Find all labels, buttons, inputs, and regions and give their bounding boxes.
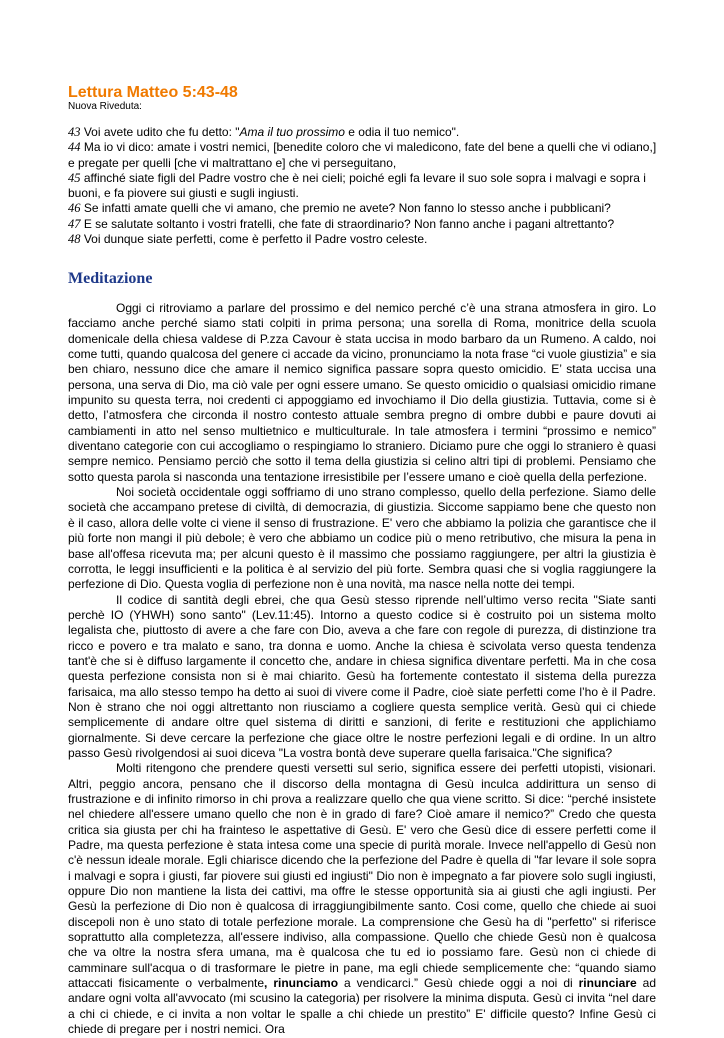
meditation-paragraph bbox=[68, 593, 656, 762]
meditation-heading: Meditazione bbox=[68, 270, 153, 287]
verse bbox=[68, 125, 660, 140]
verse bbox=[68, 232, 660, 247]
verse bbox=[68, 140, 660, 171]
text-run: Oggi ci ritroviamo a parlare del prossimo e del nemico perché c’è una strana atmosfera in giro. Lo facciamo anche perché siamo stati colpiti in prima persona; una sorella di Roma, monitrice della scuola domenicale della chiesa valdese di P.zza Cavour è stata uccisa in modo barbaro da un Rumeno. A caldo, noi come tutti, quando qualcosa del genere ci accade da vicino, pronunciamo la nota frase “ci vuole giustizia” e sia ben chiaro, nessuno dice che amare il nemico significa passare sopra questo omicidio. E’ stata uccisa una persona, una serva di Dio, ma ciò vale per ogni essere umano. Se questo omicidio o qualsiasi omicidio rimane impunito su questa terra, noi credenti ci appoggiamo ed invochiamo il Dio della giustizia. Tuttavia, come si è detto, l’atmosfera che circonda il nostro contesto attuale sembra pregno di ombre dubbi e paure dovuti ai cambiamenti in atto nel senso multietnico e multiculturale. In tale atmosfera i termini “prossimo e nemico” diventano categorie con cui accogliamo o respingiamo lo straniero. Diciamo pure che oggi lo straniero è quasi sempre nemico. Pensiamo perciò che sotto il tema della giustizia si celino altri tipi di problemi. Pensiamo che sotto questa parola si nasconda una tentazione irresistibile per l’essere umano e cioè quella della perfezione. bbox=[68, 301, 656, 484]
text-run: Il codice di santità degli ebrei, che qua Gesù stesso riprende nell’ultimo verso recita "Siate santi perchè IO (YHWH) sono santo" (Lev.11:45). Intorno a questo codice si è costruito poi un sistema molto legalista che, piuttosto di avere a che fare con Dio, aveva a che fare con regole di purezza, di distinzione tra ricco e povero e tra malato e sano, tra donna e uomo. Anche la chiesa è scivolata verso questa tendenza tant'è che si è diffuso largamente il concetto che, andare in chiesa significa diventare perfetti. Ma in che cosa questa perfezione consista non si è mai chiarito. Gesù ha fortemente contestato il sistema della purezza farisaica, ma allo stesso tempo ha detto ai suoi di vivere come il Padre, cioè siate perfetti come l’ho è il Padre. Non è strano che noi oggi altrettanto non riusciamo a cogliere questa semplice verità. Gesù qui ci chiede semplicemente di andare oltre quel sistema di diritti e sanzioni, di ferite e restituzioni che applichiamo giornalmente. Si deve cercare la perfezione che giace oltre le nostre perfezioni legali e di ordine. In un altro passo Gesù rivolgendosi ai suoi diceva "La vostra bontà deve superare quella farisaica."Che significa? bbox=[68, 592, 656, 760]
text-run: E se salutate soltanto i vostri fratelli, che fate di straordinario? Non fanno anche i pagani altrettanto? bbox=[80, 216, 615, 231]
text-run: Noi società occidentale oggi soffriamo di uno strano complesso, quello della perfezione. Siamo delle società che accampano pretese di civiltà, di democrazia, di giustizia. Siccome sappiamo bene che questo non è il caso, allora delle volte ci viene il senso di frustrazione. E' vero che abbiamo la polizia che garantisce che il più forte non mangi il più debole; è vero che abbiamo un codice più o meno retributivo, che misura la pena in base all'offesa ricevuta ma; per alcuni questo è il massimo che possiamo raggiungere, per altri la giustizia è corrotta, le leggi insufficienti e la politica è al servizio del più forte. Sembra quasi che si voglia raggiungere la perfezione di Dio. Questa voglia di perfezione non è una novità, ma nasce nella notte dei tempi. bbox=[68, 485, 656, 592]
reading-title: Lettura Matteo 5:43-48 bbox=[68, 84, 238, 101]
verse bbox=[68, 217, 660, 232]
verse-number: 45 bbox=[68, 170, 81, 185]
verse bbox=[68, 201, 660, 216]
text-run: e odia il tuo nemico". bbox=[344, 125, 460, 139]
verse-number: 48 bbox=[68, 232, 81, 247]
meditation-paragraph bbox=[68, 485, 656, 592]
verse bbox=[68, 171, 660, 202]
text-run: Se infatti amate quelli che vi amano, che premio ne avete? Non fanno lo stesso anche i pubblicani? bbox=[80, 201, 611, 216]
text-run: Molti ritengono che prendere questi versetti sul serio, significa essere dei perfetti utopisti, visionari. Altri, peggio ancora, pensano che il discorso della montagna di Gesù inculca addirittura un senso di frustrazione e di infinito rimorso in chi prova a realizzare quello che qua viene scritto. Si dice: “perché insistete nel chiedere all'essere umano quello che non è in grado di fare? Cioè amare il nemico?” Credo che questa critica sia giusta per chi ha frainteso le aspettative di Gesù. E' vero che Gesù dice di essere perfetti come il Padre, ma questa perfezione è stata intesa come una specie di purità morale. Invece nell'appello di Gesù non c'è nessun ideale morale. Egli chiarisce dicendo che la perfezione del Padre è quella di "far levare il sole sopra i malvagi e sopra i giusti, far piovere sui giusti ed ingiusti" Dio non è impegnato a far piovere solo sugli ingiusti, oppure Dio non mantiene la lista dei cattivi, ma offre le stesse opportunità sia ai giusti che agli ingiusti. Per Gesù la perfezione di Dio non è qualcosa di irraggiungibilmente santo. Cosi come, quello che chiede ai suoi discepoli non è uno stato di totale perfezione morale. La comprensione che Gesù ha di "perfetto" si riferisce soprattutto alla completezza, all'essere indiviso, alla compassione. Quello che chiede Gesù non è qualcosa che va oltre la nostra sfera umana, ma è qualcosa che tu ed io possiamo fare. Gesù non ci chiede di camminare sull'acqua o di trasformare le pietre in pane, ma egli chiede semplicemente che: “quando siamo attaccati fisicamente o verbalmente bbox=[68, 761, 656, 991]
verse-number: 44 bbox=[68, 140, 81, 155]
meditation-paragraph bbox=[68, 301, 656, 485]
text-run: a vendicarci.” Gesù chiede oggi a noi di bbox=[338, 976, 579, 991]
bible-version-label: Nuova Riveduta: bbox=[68, 101, 142, 112]
text-run: Voi avete udito che fu detto: " bbox=[80, 125, 240, 139]
meditation-body bbox=[68, 301, 656, 1038]
text-run: Ma io vi dico: amate i vostri nemici, [benedite coloro che vi maledicono, fate del bene a quelli che vi odiano,] e pregate per quelli [che vi maltrattano e] che vi perseguitano, bbox=[68, 140, 657, 170]
verse-number: 46 bbox=[68, 201, 81, 216]
emphasized-text: rinunciare bbox=[578, 976, 637, 991]
quoted-text: Ama il tuo prossimo bbox=[239, 125, 345, 139]
text-run: affinché siate figli del Padre vostro che è nei cieli; poiché egli fa levare il suo sole sopra i malvagi e sopra i buoni, e fa piovere sui giusti e sugli ingiusti. bbox=[68, 170, 646, 201]
verse-number: 47 bbox=[68, 216, 81, 231]
scripture-passage bbox=[68, 125, 660, 247]
text-run: Voi dunque siate perfetti, come è perfetto il Padre vostro celeste. bbox=[80, 232, 428, 247]
text-run: ad andare ogni volta all'avvocato (mi scusino la categoria) per risolvere la minima disputa. Gesù ci invita “nel dare a chi ci chiede, e ci invita a non voltar le spalle a chi chiede un prestito” E' difficile questo? Infine Gesù ci chiede di pregare per i nostri nemici. Ora bbox=[68, 976, 656, 1037]
meditation-paragraph bbox=[68, 761, 656, 1037]
verse-number: 43 bbox=[68, 125, 81, 139]
emphasized-text: , rinunciamo bbox=[264, 976, 339, 991]
